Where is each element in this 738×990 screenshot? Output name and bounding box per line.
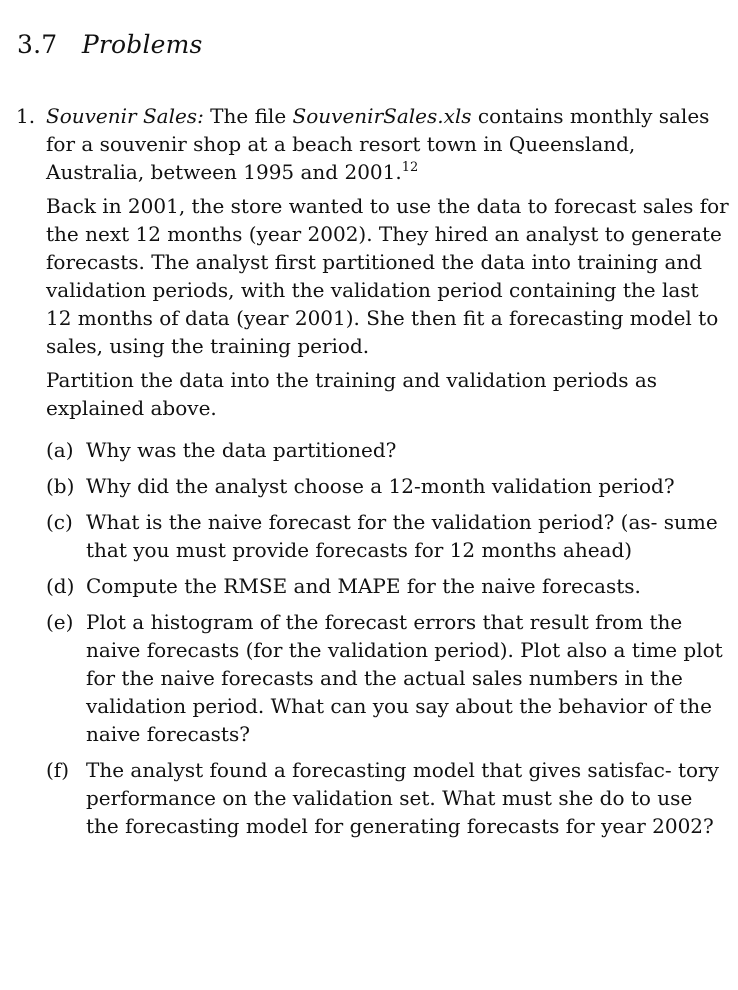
question-b — [46, 472, 730, 500]
instruction-paragraph: Partition the data into the training and validation periods as explained above. — [46, 368, 658, 420]
problem-number: 1. — [16, 104, 36, 128]
problem-1 — [16, 102, 730, 848]
intro-text-b: contains monthly sales for a souvenir shop at a beach resort town in Queensland, Australia, between 1995 and 2001. — [46, 104, 710, 184]
question-text: Why did the analyst choose a 12-month validation period? — [86, 474, 675, 498]
question-text: What is the naive forecast for the validation period? (as- sume that you must provide forecasts for 12 months ahead) — [86, 510, 718, 562]
context-paragraph: Back in 2001, the store wanted to use the data to forecast sales for the next 12 months (year 2002). They hired an analyst to generate forecasts. The analyst first partitioned the data into training and validation periods, with the validation period containing the last 12 months of data (year 2001). She then fit a forecasting model to sales, using the training period. — [46, 194, 729, 358]
question-label: (b) — [46, 474, 75, 498]
question-d — [46, 572, 730, 600]
section-title: Problems — [81, 30, 203, 59]
filename: SouvenirSales.xls — [292, 104, 472, 128]
question-c — [46, 508, 730, 564]
question-text: Why was the data partitioned? — [86, 438, 397, 462]
question-label: (e) — [46, 610, 74, 634]
question-e — [46, 608, 730, 748]
question-list — [46, 436, 730, 840]
intro-text-a: The file — [210, 104, 287, 128]
section-heading — [17, 30, 203, 59]
question-text: The analyst found a forecasting model that gives satisfac- tory performance on the validation set. What must she do to use the forecasting model for generating forecasts for year 2002? — [86, 758, 719, 838]
question-label: (c) — [46, 510, 73, 534]
section-number: 3.7 — [17, 30, 58, 59]
problem-intro — [16, 102, 730, 186]
question-text: Compute the RMSE and MAPE for the naive forecasts. — [86, 574, 641, 598]
problem-title: Souvenir Sales: — [46, 104, 204, 128]
question-a — [46, 436, 730, 464]
question-label: (f) — [46, 758, 70, 782]
question-f — [46, 756, 730, 840]
question-label: (a) — [46, 438, 74, 462]
question-label: (d) — [46, 574, 75, 598]
footnote-ref: 12 — [401, 160, 419, 175]
question-text: Plot a histogram of the forecast errors that result from the naive forecasts (for the validation period). Plot also a time plot for the naive forecasts and the actual sales numbers in the validation period. What can you say about the behavior of the naive forecasts? — [86, 610, 723, 746]
